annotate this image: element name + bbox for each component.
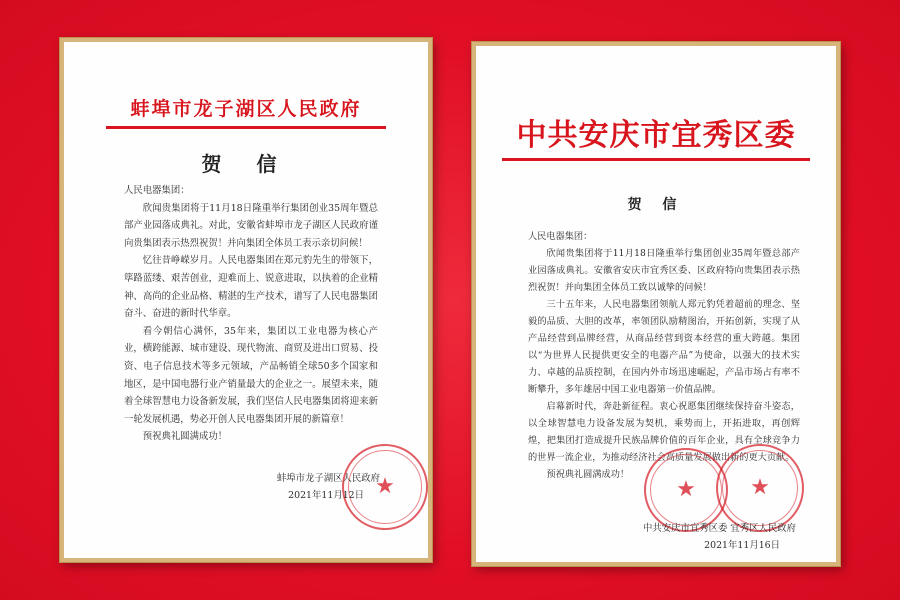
signature-date: 2021年11月16日 bbox=[704, 540, 780, 551]
paragraph: 欣闻贵集团将于11月18日隆重举行集团创业35周年暨总部产业园落成典礼。对此，安徽省蚌埠市龙子湖区人民政府谨向贵集团表示热烈祝贺！并向集团全体员工表示亲切问候！ bbox=[124, 202, 378, 249]
letterhead-right: 中共安庆市宜秀区委 bbox=[516, 118, 796, 153]
salutation: 人民电器集团： bbox=[528, 231, 593, 242]
letterhead-red-rule bbox=[106, 126, 386, 129]
official-seal bbox=[716, 444, 804, 532]
paragraph: 看今朝信心满怀，35年来，集团以工业电器为核心产业，横跨能源、城市建设、现代物流、商贸及进出口贸易、投资、电子信息技术等多元领域，产品畅销全球50多个国家和地区，是中国电器行业产销量最大的企业之一。展望未来，随着全球智慧电力设备新发展，我们坚信人民电器集团将迎来新一轮发展机遇，势必开创人民电器集团开展的新篇章！ bbox=[124, 325, 378, 425]
paragraph: 预祝典礼圆满成功！ bbox=[546, 469, 630, 480]
signature-org: 蚌埠市龙子湖区人民政府 bbox=[276, 473, 380, 484]
letter-title: 贺 信 bbox=[201, 152, 291, 176]
signature-block bbox=[643, 520, 796, 554]
paragraph: 预祝典礼圆满成功！ bbox=[142, 431, 228, 443]
signature-block bbox=[277, 470, 380, 504]
congratulation-letter-right bbox=[472, 42, 840, 566]
paragraph: 欣闻贵集团将于11月18日隆重举行集团创业35周年暨总部产业园落成典礼。安徽省安庆市宜秀区委、区政府特向贵集团表示热烈祝贺！并向集团全体员工致以诚挚的问候！ bbox=[528, 248, 800, 293]
star-icon: ★ bbox=[375, 474, 395, 499]
star-icon: ★ bbox=[750, 475, 770, 500]
paragraph: 三十五年来，人民电器集团领航人郑元豹凭着超前的理念、坚毅的品质、大胆的改革，率领团队励精图治，开拓创新，实现了从产品经营到品牌经营，从商品经营到资本经营的重大跨越。集团以“为世界人民提供更安全的电器产品”为使命，以强大的技术实力、卓越的品质控制，在国内外市场迅速崛起，产品市场占有率不断攀升，多年雄居中国工业电器第一价值品牌。 bbox=[528, 299, 800, 395]
letterhead-red-rule bbox=[502, 158, 810, 161]
salutation: 人民电器集团： bbox=[124, 185, 190, 196]
signature-org: 中共安庆市宜秀区委 宜秀区人民政府 bbox=[643, 523, 796, 534]
paragraph: 启幕新时代，奔赴新征程。衷心祝愿集团继续保持奋斗姿态，以全球智慧电力设备发展为契机，乘势而上，开拓进取，再创辉煌，把集团打造成提升民族品牌价值的百年企业，具有全球竞争力的世界一流企业，为推动经济社会高质量发展做出新的更大贡献。 bbox=[528, 401, 800, 463]
letter-body bbox=[124, 182, 378, 446]
letter-title: 贺 信 bbox=[627, 197, 685, 213]
congratulation-letter-left bbox=[60, 38, 432, 562]
signature-date: 2021年11月12日 bbox=[288, 490, 364, 501]
paragraph: 忆往昔峥嵘岁月。人民电器集团在郑元豹先生的带领下，筚路蓝缕、艰苦创业，迎难而上、锐意进取，以执着的企业精神、高尚的企业品格、精湛的生产技术，谱写了人民电器集团奋斗、奋进的新时代华章。 bbox=[124, 255, 378, 320]
star-icon: ★ bbox=[676, 477, 696, 502]
letterhead-left: 蚌埠市龙子湖区人民政府 bbox=[130, 98, 362, 120]
